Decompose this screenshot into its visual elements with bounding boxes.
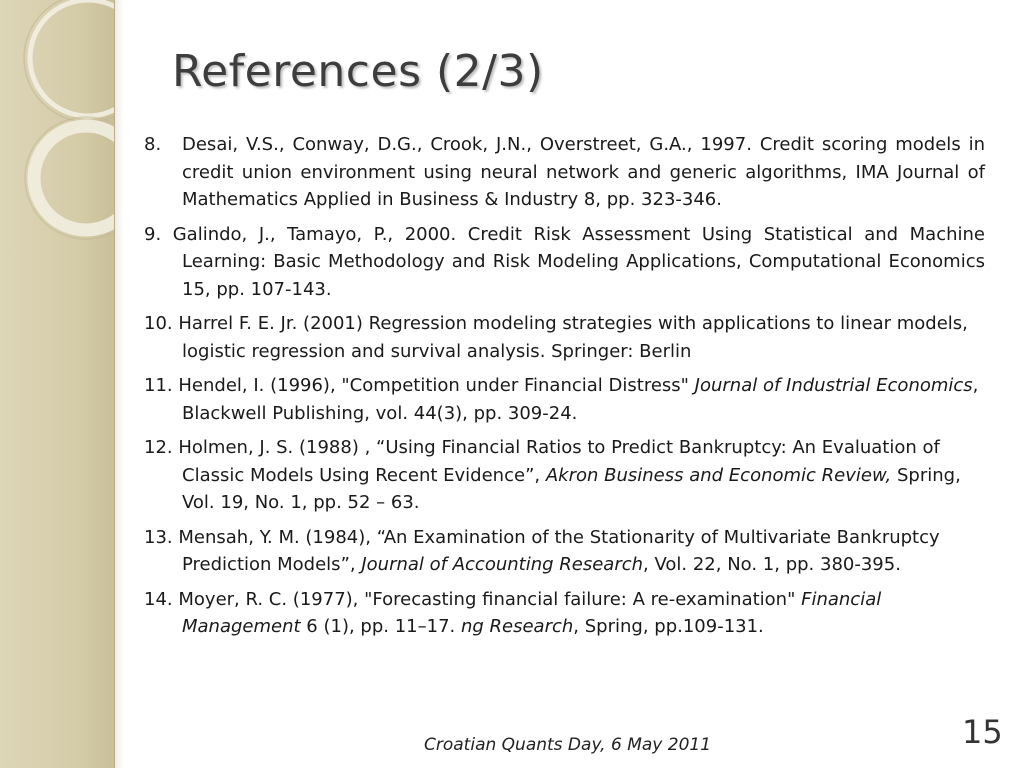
reference-text: , Spring, pp.109-131. [573,616,764,637]
reference-item [144,524,985,579]
reference-text: Moyer, R. C. (1977), "Forecasting financial failure: A re-examination" [178,588,802,610]
side-decoration-panel [0,0,115,768]
reference-source-title: Journal of Industrial Economics [694,375,973,396]
reference-item [144,372,985,427]
reference-source-title: Journal of Accounting Research [361,554,644,575]
reference-text: Hendel, I. (1996), "Competition under Financial Distress" [178,375,695,396]
reference-number: 12. [144,437,173,458]
reference-source-title: ng Research [460,616,574,637]
reference-item [144,310,985,365]
reference-item [144,131,985,214]
reference-text: Spring, Vol. 19, No. 1, pp. 52 – 63. [182,464,961,513]
reference-text: 6 (1), pp. 11–17. [300,616,461,637]
side-panel-shadow [114,0,124,768]
reference-item [144,221,985,304]
slide-title: References (2/3) [172,46,544,97]
reference-number: 11. [144,375,173,396]
reference-text: Mensah, Y. M. (1984), “An Examination of the Stationarity of Multivariate Bankruptcy Prediction Models”, [178,526,940,575]
reference-number: 14. [144,588,173,610]
reference-item [144,586,985,641]
reference-source-title: Financial Management [182,588,882,637]
reference-source-title: Akron Business and Economic Review, [545,464,892,486]
reference-text: Desai, V.S., Conway, D.G., Crook, J.N., Overstreet, G.A., 1997. Credit scoring models in credit union environment using neural network and generic algorithms, IMA Journal of Mathematics Applied in Business & Industry 8, pp. 323-346. [182,134,985,210]
reference-number: 13. [144,526,173,548]
reference-number: 9. [144,223,162,245]
reference-item [144,434,985,517]
reference-text: Harrel F. E. Jr. (2001) Regression modeling strategies with applications to linear models, logistic regression and survival analysis. Springer: Berlin [178,313,968,362]
slide-number: 15 [962,713,1003,751]
reference-text: Holmen, J. S. (1988) , “Using Financial Ratios to Predict Bankruptcy: An Evaluation of Classic Models Using Recent Evidence”, [178,437,940,486]
reference-text: , Blackwell Publishing, vol. 44(3), pp. 309-24. [182,375,979,424]
decorative-ring-icon [0,0,114,768]
slide-footer: Croatian Quants Day, 6 May 2011 [424,735,712,755]
reference-text: Galindo, J., Tamayo, P., 2000. Credit Risk Assessment Using Statistical and Machine Learning: Basic Methodology and Risk Modeling Applications, Computational Economics 15, pp. 107-143. [172,223,985,300]
reference-number: 8. [144,134,162,155]
reference-text: , Vol. 22, No. 1, pp. 380-395. [643,554,901,575]
reference-number: 10. [144,313,173,334]
reference-list [144,131,985,648]
